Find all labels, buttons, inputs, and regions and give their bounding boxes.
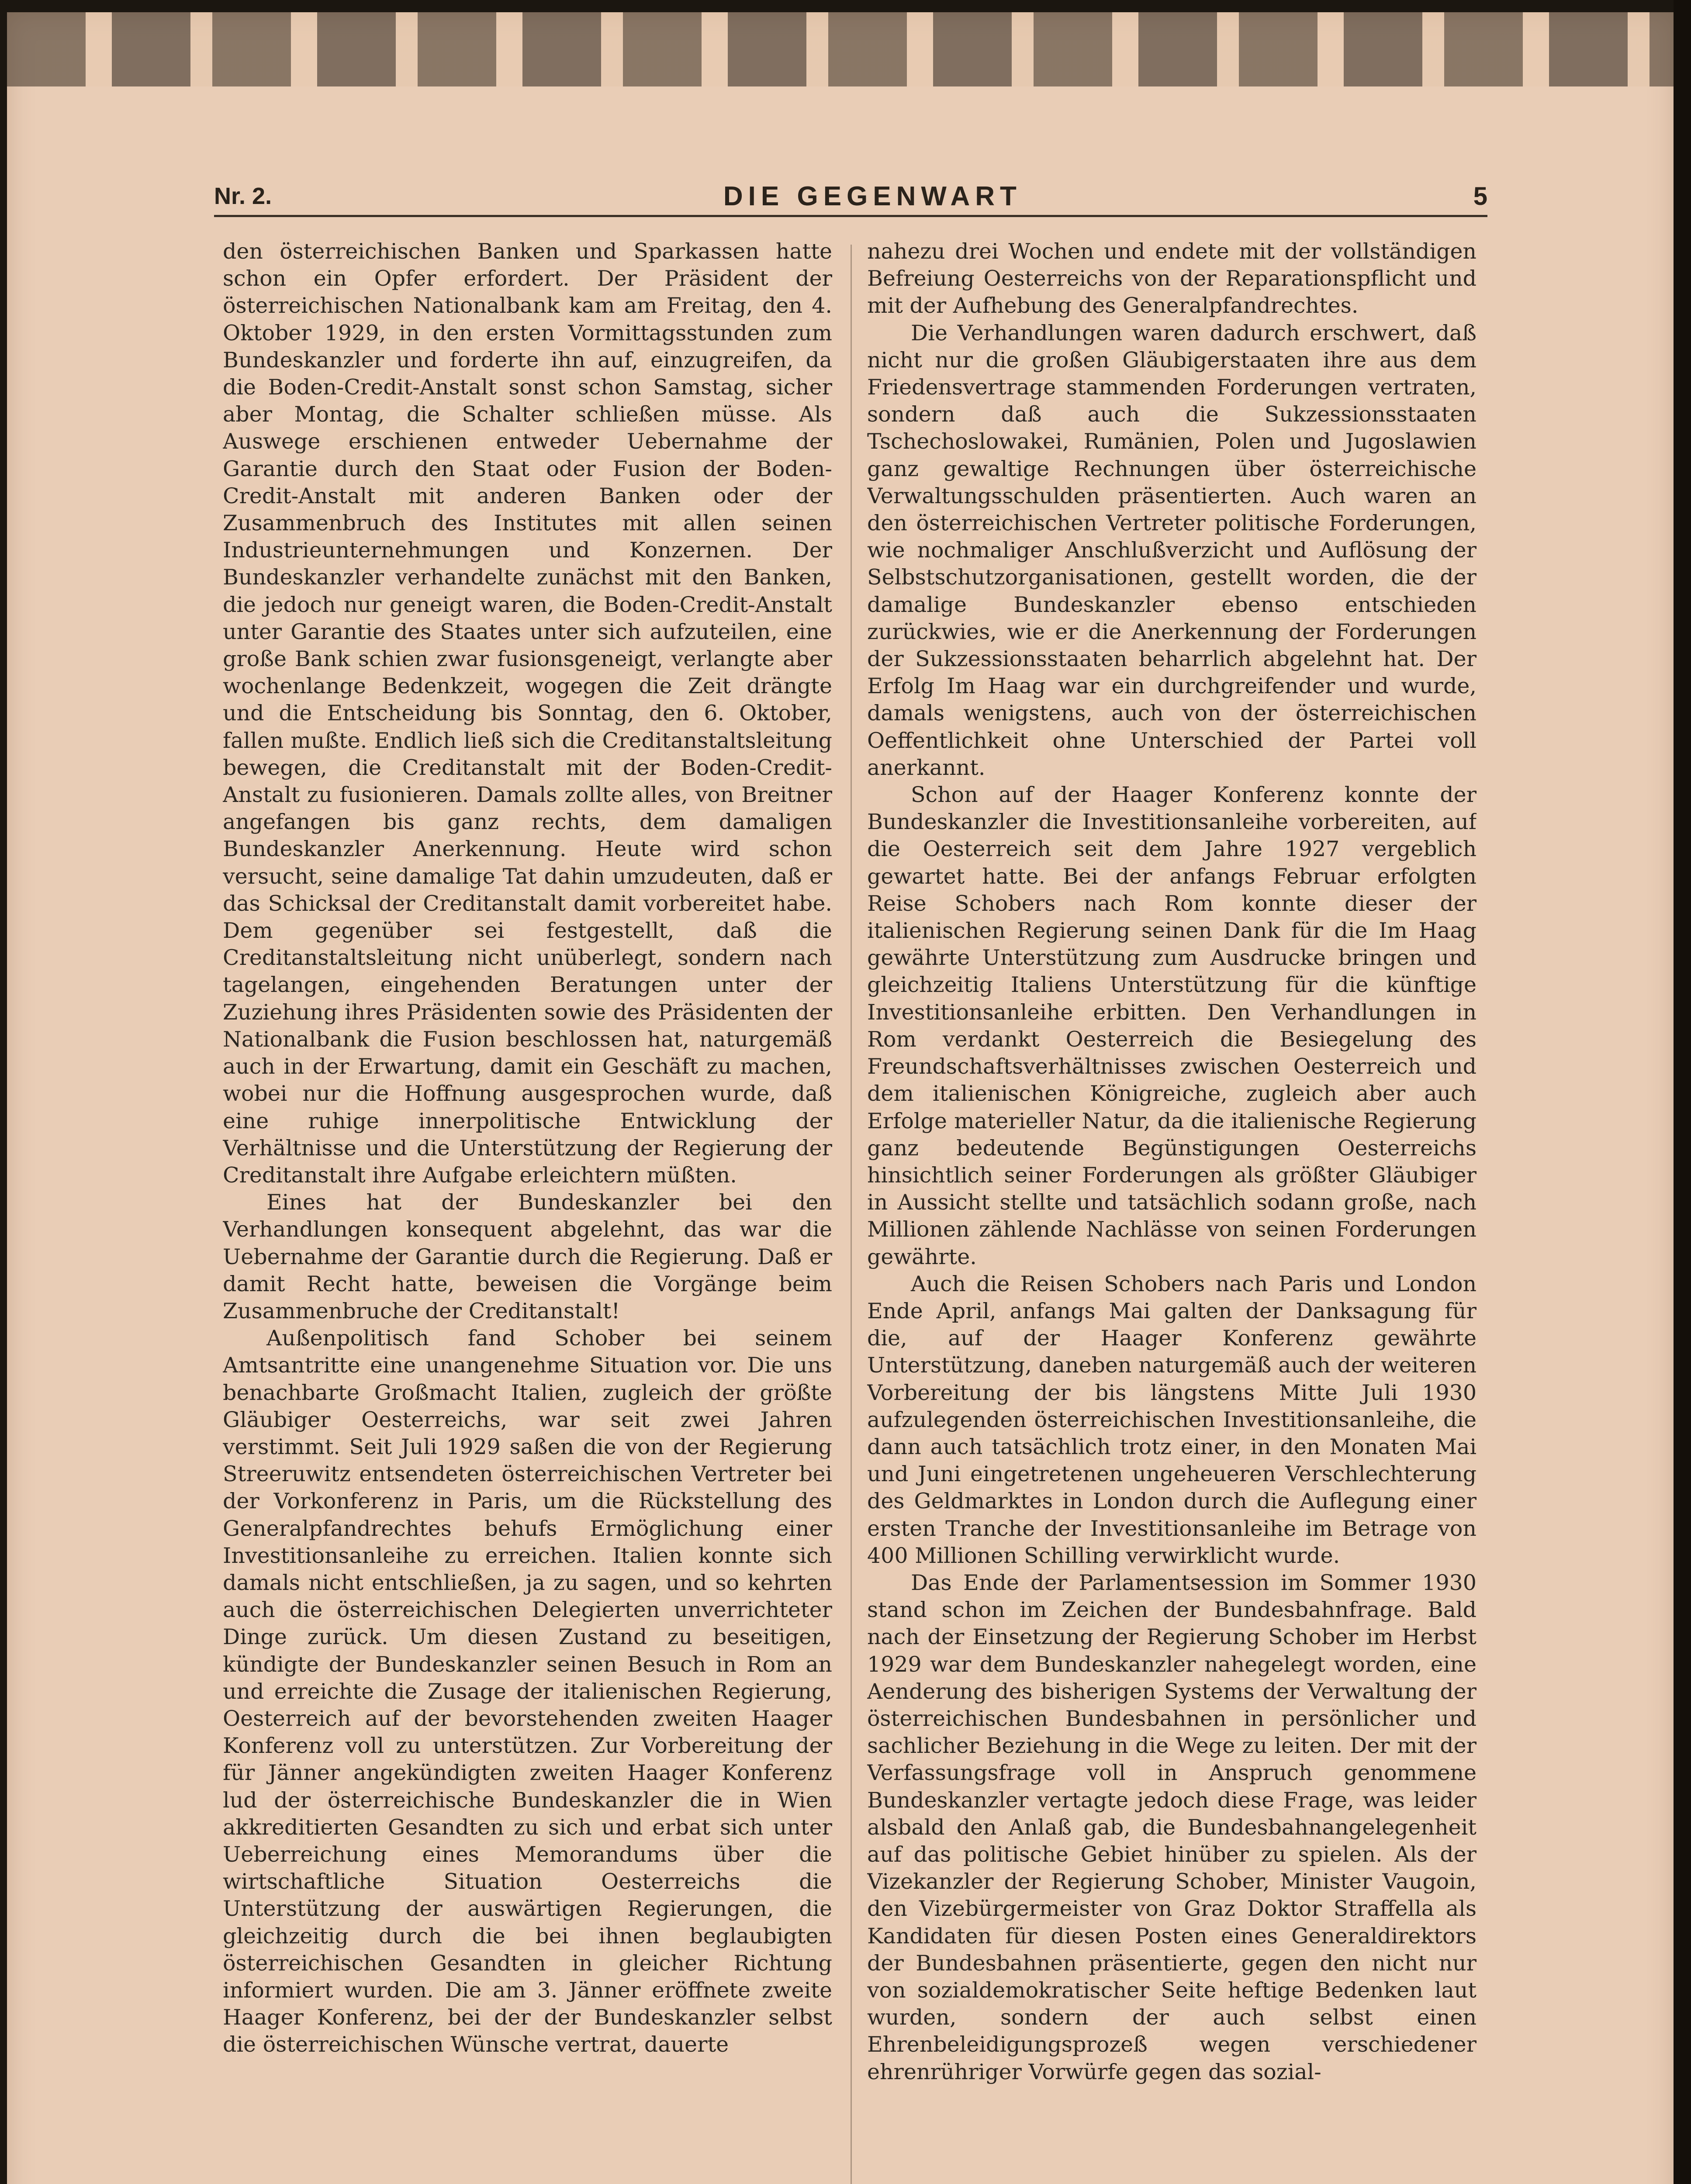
right-column <box>867 238 1477 2184</box>
journal-title: DIE GEGENWART <box>723 181 1022 211</box>
paragraph: Das Ende der Parlamentsession im Sommer 1930 stand schon im Zeichen der Bundesbahnfrage. Bald nach der Einsetzung der Regierung Schober im Herbst 1929 war dem Bundeskanzler nahegelegt worden, eine Aenderung des bisherigen Systems der Verwaltung der österreichischen Bundesbahnen in persönlicher und sachlicher Beziehung in die Wege zu leiten. Der mit der Verfassungsfrage voll in Anspruch genommene Bundeskanzler vertagte jedoch diese Frage, was leider alsbald den Anlaß gab, die Bundesbahnangelegenheit auf das politische Gebiet hinüber zu spielen. Als der Vizekanzler der Regierung Schober, Minister Vaugoin, den Vizebürgermeister von Graz Doktor Straffella als Kandidaten für diesen Posten eines Generaldirektors der Bundesbahnen präsentierte, gegen den nicht nur von sozialdemokratischer Seite heftige Bedenken laut wurden, sondern der auch selbst einen Ehrenbeleidigungsprozeß wegen verschiedener ehrenrühriger Vorwürfe gegen das sozial- <box>867 1570 1477 2084</box>
left-column <box>223 238 832 2184</box>
paragraph: Die Verhandlungen waren dadurch erschwert, daß nicht nur die großen Gläubigerstaaten ihre aus dem Friedensvertrage stammenden Forderungen vertraten, sondern daß auch die Sukzessionsstaaten Tschechoslowakei, Rumänien, Polen und Jugoslawien ganz gewaltige Rechnungen über österreichische Verwaltungsschulden präsentierten. Auch waren an den österreichischen Vertreter politische Forderungen, wie nochmaliger Anschlußverzicht und Auflösung der Selbstschutzorganisationen, gestellt worden, die der damalige Bundeskanzler ebenso entschieden zurückwies, wie er die Anerkennung der Forderungen der Sukzessionsstaaten beharrlich abgelehnt hat. Der Erfolg Im Haag war ein durchgreifender und wurde, damals wenigstens, auch von der österreichischen Oeffentlichkeit ohne Unterschied der Partei voll anerkannt. <box>867 320 1477 780</box>
paragraph: Eines hat der Bundeskanzler bei den Verhandlungen konsequent abgelehnt, das war die Uebernahme der Garantie durch die Regierung. Daß er damit Recht hatte, beweisen die Vorgänge beim Zusammenbruche der Creditanstalt! <box>223 1190 832 1324</box>
issue-number: Nr. 2. <box>214 183 272 209</box>
column-divider <box>851 245 852 2184</box>
running-header <box>214 177 1487 215</box>
paragraph: Auch die Reisen Schobers nach Paris und London Ende April, anfangs Mai galten der Danksagung für die, auf der Haager Konferenz gewährte Unterstützung, daneben naturgemäß auch der weiteren Vorbereitung der bis längstens Mitte Juli 1930 aufzulegenden österreichischen Investitionsanleihe, die dann auch tatsächlich trotz einer, in den Monaten Mai und Juni eingetretenen ungeheueren Verschlechterung des Geldmarktes in London durch die Auflegung einer ersten Tranche der Investitionsanleihe im Betrage von 400 Millionen Schilling verwirklicht wurde. <box>867 1271 1477 1568</box>
header-rule <box>214 215 1487 217</box>
paragraph: den österreichischen Banken und Sparkassen hatte schon ein Opfer erfordert. Der Präsident der österreichischen Nationalbank kam am Freitag, den 4. Oktober 1929, in den ersten Vormittagsstunden zum Bundeskanzler und forderte ihn auf, einzugreifen, da die Boden-Credit-Anstalt sonst schon Samstag, sicher aber Montag, die Schalter schließen müsse. Als Auswege erschienen entweder Uebernahme der Garantie durch den Staat oder Fusion der Boden-Credit-Anstalt mit anderen Banken oder der Zusammenbruch des Institutes mit allen seinen Industrieunternehmungen und Konzernen. Der Bundeskanzler verhandelte zunächst mit den Banken, die jedoch nur geneigt waren, die Boden-Credit-Anstalt unter Garantie des Staates unter sich aufzuteilen, eine große Bank schien zwar fusionsgeneigt, verlangte aber wochenlange Bedenkzeit, wogegen die Zeit drängte und die Entscheidung bis Sonntag, den 6. Oktober, fallen mußte. Endlich ließ sich die Creditanstaltsleitung bewegen, die Creditanstalt mit der Boden-Credit-Anstalt zu fusionieren. Damals zollte alles, von Breitner angefangen bis ganz rechts, dem damaligen Bundeskanzler Anerkennung. Heute wird schon versucht, seine damalige Tat dahin umzudeuten, daß er das Schicksal der Creditanstalt damit vorbereitet habe. Dem gegenüber sei festgestellt, daß die Creditanstaltsleitung nicht unüberlegt, sondern nach tagelangen, eingehenden Beratungen unter der Zuziehung ihres Präsidenten sowie des Präsidenten der Nationalbank die Fusion beschlossen hat, naturgemäß auch in der Erwartung, damit ein Geschäft zu machen, wobei nur die Hoffnung ausgesprochen wurde, daß eine ruhige innerpolitische Entwicklung der Verhältnisse und die Unterstützung der Regierung der Creditanstalt ihre Aufgabe erleichtern müßten. <box>223 239 832 1188</box>
scan-edge <box>1674 0 1691 2184</box>
paragraph: Schon auf der Haager Konferenz konnte der Bundeskanzler die Investitionsanleihe vorbereiten, auf die Oesterreich seit dem Jahre 1927 vergeblich gewartet hatte. Bei der anfangs Februar erfolgten Reise Schobers nach Rom konnte dieser der italienischen Regierung seinen Dank für die Im Haag gewährte Unterstützung zum Ausdrucke bringen und gleichzeitig Italiens Unterstützung für die künftige Investitionsanleihe erbitten. Den Verhandlungen in Rom verdankt Oesterreich die Besiegelung des Freundschaftsverhältnisses zwischen Oesterreich und dem italienischen Königreiche, zugleich aber auch Erfolge materieller Natur, da die italienische Regierung ganz bedeutende Begünstigungen Oesterreichs hinsichtlich seiner Forderungen als größter Gläubiger in Aussicht stellte und tatsächlich sodann große, nach Millionen zählende Nachlässe von seinen Forderungen gewährte. <box>867 782 1477 1269</box>
torn-top-edge <box>7 12 1675 86</box>
paragraph: Außenpolitisch fand Schober bei seinem Amtsantritte eine unangenehme Situation vor. Die uns benachbarte Großmacht Italien, zugleich der größte Gläubiger Oesterreichs, war seit zwei Jahren verstimmt. Seit Juli 1929 saßen die von der Regierung Streeruwitz entsendeten österreichischen Vertreter bei der Vorkonferenz in Paris, um die Rückstellung des Generalpfandrechtes behufs Ermöglichung einer Investitionsanleihe zu erreichen. Italien konnte sich damals nicht entschließen, ja zu sagen, und so kehrten auch die österreichischen Delegierten unverrichteter Dinge zurück. Um diesen Zustand zu beseitigen, kündigte der Bundeskanzler seinen Besuch in Rom an und erreichte die Zusage der italienischen Regierung, Oesterreich auf der bevorstehenden zweiten Haager Konferenz voll zu unterstützen. Zur Vorbereitung der für Jänner angekündigten zweiten Haager Konferenz lud der österreichische Bundeskanzler die in Wien akkreditierten Gesandten zu sich und erbat sich unter Ueberreichung eines Memorandums über die wirtschaftliche Situation Oesterreichs die Unterstützung der auswärtigen Regierungen, die gleichzeitig durch die bei ihnen beglaubigten österreichischen Gesandten in gleicher Richtung informiert wurden. Die am 3. Jänner eröffnete zweite Haager Konferenz, bei der der Bundeskanzler selbst die österreichischen Wünsche vertrat, dauerte <box>223 1326 832 2057</box>
paragraph: nahezu drei Wochen und endete mit der vollständigen Befreiung Oesterreichs von der Reparationspflicht und mit der Aufhebung des Generalpfandrechtes. <box>867 239 1477 318</box>
page-number: 5 <box>1473 182 1487 211</box>
